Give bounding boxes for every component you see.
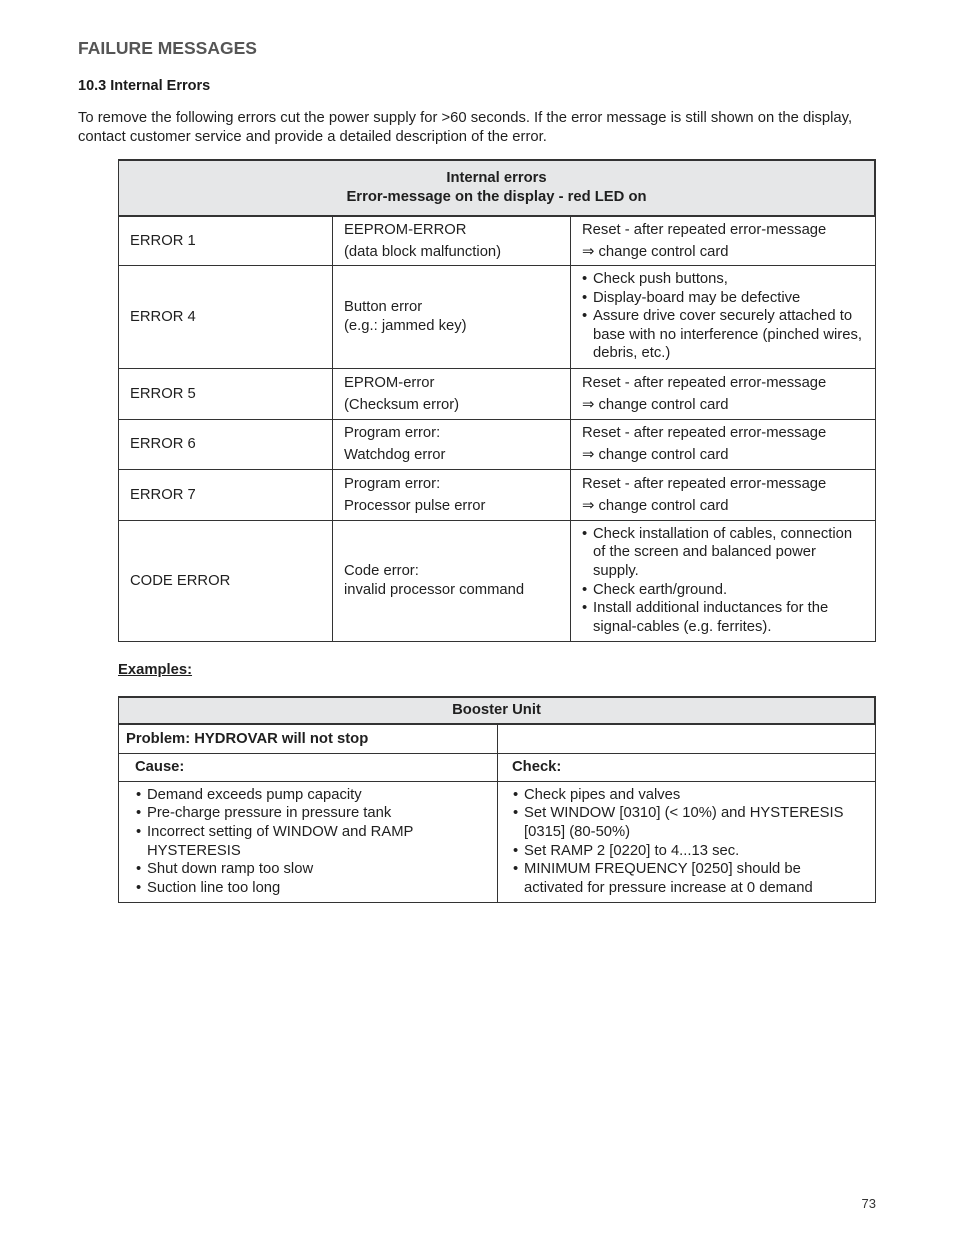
error-desc-line: Watchdog error bbox=[344, 447, 446, 463]
list-item: • Set RAMP 2 [0220] to 4...13 sec. bbox=[513, 842, 864, 861]
problem-cell: Problem: HYDROVAR will not stop bbox=[119, 724, 498, 753]
cause-header: Cause: bbox=[119, 753, 498, 781]
causes-cell bbox=[119, 781, 498, 902]
examples-label: Examples: bbox=[118, 662, 193, 678]
list-item: • Incorrect setting of WINDOW and RAMP HYSTERESIS bbox=[136, 823, 486, 860]
list-item: • Check pipes and valves bbox=[513, 786, 864, 805]
error-desc-line: EPROM-error bbox=[344, 374, 435, 391]
error-action-line: ⇒ change control card bbox=[582, 243, 729, 260]
checks-cell bbox=[498, 781, 876, 902]
error-desc-line: invalid processor command bbox=[344, 581, 525, 598]
error-action-cell bbox=[571, 368, 876, 419]
error-code-cell: ERROR 4 bbox=[119, 265, 333, 368]
errors-table-header bbox=[119, 160, 876, 216]
error-desc-cell bbox=[333, 368, 571, 419]
error-action-line: Reset - after repeated error-message bbox=[582, 475, 827, 492]
error-desc-cell bbox=[333, 469, 571, 520]
check-header: Check: bbox=[498, 753, 876, 781]
error-action-cell bbox=[571, 265, 876, 368]
error-desc-cell bbox=[333, 419, 571, 469]
list-item: • MINIMUM FREQUENCY [0250] should be activated for pressure increase at 0 demand bbox=[513, 860, 864, 897]
list-item: • Pre-charge pressure in pressure tank bbox=[136, 804, 486, 823]
booster-table-title: Booster Unit bbox=[119, 697, 876, 724]
causes-list bbox=[136, 786, 486, 898]
action-bullet-list bbox=[582, 525, 864, 637]
checks-list bbox=[513, 786, 864, 898]
error-desc-line: (data block malfunction) bbox=[344, 243, 502, 260]
list-item: • Check installation of cables, connection of the screen and balanced power supply. bbox=[582, 525, 864, 581]
list-item: • Suction line too long bbox=[136, 879, 486, 898]
error-code-cell: ERROR 5 bbox=[119, 368, 333, 419]
page-number: 73 bbox=[861, 1196, 876, 1211]
list-item: • Assure drive cover securely attached to base with no interference (pinched wires, debris, etc.) bbox=[582, 307, 864, 363]
list-item: • Check earth/ground. bbox=[582, 581, 864, 600]
error-action-cell bbox=[571, 520, 876, 641]
list-item: • Shut down ramp too slow bbox=[136, 860, 486, 879]
error-action-cell bbox=[571, 419, 876, 469]
error-action-line: ⇒ change control card bbox=[582, 396, 729, 413]
empty-cell bbox=[498, 724, 876, 753]
error-action-line: ⇒ change control card bbox=[582, 447, 729, 463]
error-desc-line: EEPROM-ERROR bbox=[344, 221, 467, 238]
internal-errors-table bbox=[118, 159, 876, 642]
booster-unit-table bbox=[118, 696, 876, 903]
list-item: • Install additional inductances for the signal-cables (e.g. ferrites). bbox=[582, 599, 864, 636]
error-desc-line: Processor pulse error bbox=[344, 497, 486, 514]
error-action-line: Reset - after repeated error-message bbox=[582, 425, 827, 441]
error-desc-line: (e.g.: jammed key) bbox=[344, 317, 467, 334]
error-desc-cell bbox=[333, 265, 571, 368]
section-title: FAILURE MESSAGES bbox=[78, 38, 257, 58]
error-code-cell: CODE ERROR bbox=[119, 520, 333, 641]
error-action-line: Reset - after repeated error-message bbox=[582, 374, 827, 391]
error-code-cell: ERROR 7 bbox=[119, 469, 333, 520]
action-bullet-list bbox=[582, 270, 864, 363]
error-desc-line: (Checksum error) bbox=[344, 396, 460, 413]
errors-table-title: Internal errors bbox=[446, 170, 547, 186]
error-code-cell: ERROR 6 bbox=[119, 419, 333, 469]
error-desc-cell bbox=[333, 216, 571, 265]
error-desc-line: Program error: bbox=[344, 425, 441, 441]
intro-paragraph: To remove the following errors cut the power supply for >60 seconds. If the error message is still shown on the display, contact customer service and provide a detailed description of the error. bbox=[78, 110, 853, 145]
error-code-cell: ERROR 1 bbox=[119, 216, 333, 265]
subsection-title: 10.3 Internal Errors bbox=[78, 78, 211, 94]
error-action-line: Reset - after repeated error-message bbox=[582, 221, 827, 238]
error-action-line: ⇒ change control card bbox=[582, 497, 729, 514]
error-action-cell bbox=[571, 469, 876, 520]
error-action-cell bbox=[571, 216, 876, 265]
list-item: • Demand exceeds pump capacity bbox=[136, 786, 486, 805]
list-item: • Check push buttons, bbox=[582, 270, 864, 289]
error-desc-line: Button error bbox=[344, 298, 423, 315]
list-item: • Set WINDOW [0310] (< 10%) and HYSTERESIS [0315] (80-50%) bbox=[513, 804, 864, 841]
error-desc-line: Program error: bbox=[344, 475, 441, 492]
error-desc-cell bbox=[333, 520, 571, 641]
errors-table-subtitle: Error-message on the display - red LED on bbox=[346, 189, 647, 205]
list-item: • Display-board may be defective bbox=[582, 289, 864, 308]
error-desc-line: Code error: bbox=[344, 562, 419, 579]
